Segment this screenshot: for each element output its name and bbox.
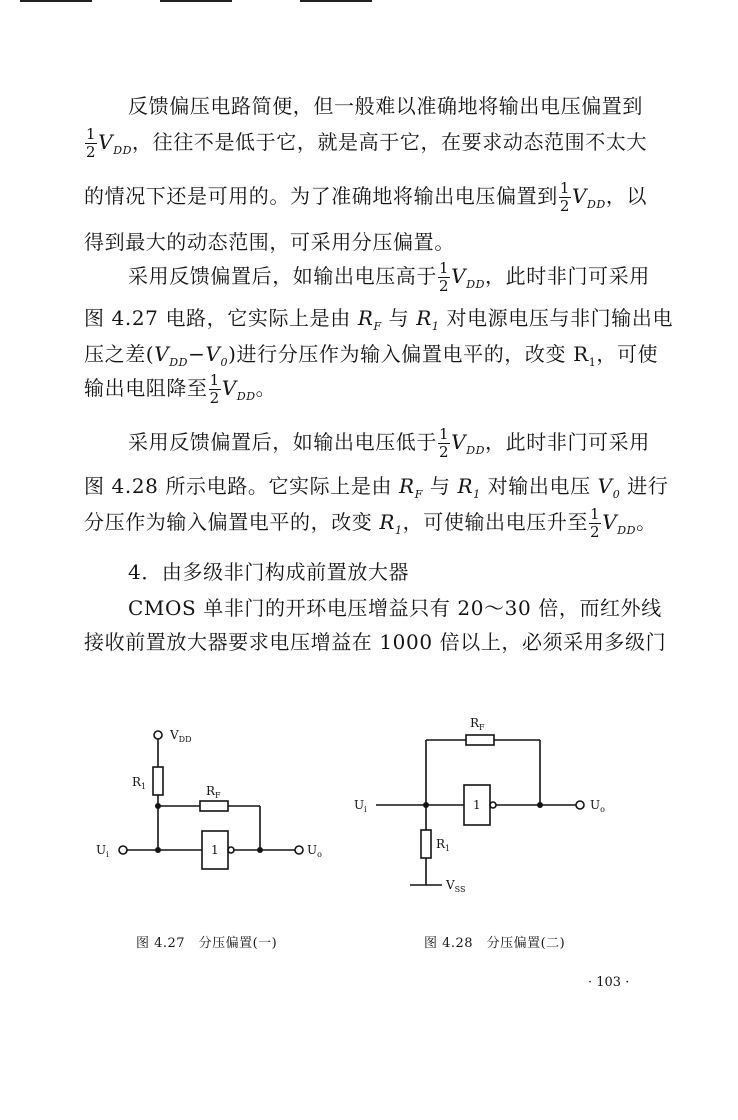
rf-symbol: $R_F$ [399,474,423,501]
figure-4-28-circuit [350,705,630,900]
vdd-symbol: $V_{DD}$ [451,264,486,291]
top-rule-left [20,0,92,2]
fraction-half: $\frac{1}{2}$ [559,179,570,215]
fraction-half: $\frac{1}{2}$ [590,505,601,541]
rf-resistor [200,801,228,811]
p4-line2: 接收前置放大器要求电压增益在 1000 倍以上，必须采用多级门 [84,630,667,654]
not-gate-bubble [228,847,234,853]
r1-symbol: $R_1$ [416,306,440,333]
v0-symbol: $V_0$ [597,474,621,501]
p4-line1: CMOS 单非门的开环电压增益只有 20～30 倍，而红外线 [128,596,662,620]
vdd-symbol: $V_{DD}$ [221,376,256,403]
p2-line1: 采用反馈偏置后，如输出电压高于 $\frac{1}{2}$ $V_{DD}$，此时非门可采用 [128,259,650,295]
output-terminal [576,801,584,809]
page-number: · 103 · [588,975,630,990]
p1-line4: 得到最大的动态范围，可采用分压偏置。 [84,230,455,254]
vdd-label: $V_{DD}$ [170,728,192,744]
vdd-symbol: $V_{DD}$ [98,130,133,157]
p2-line3: 压之差$(V_{DD}-V_0)$进行分压作为输入偏置电平的，改变 $R_1$，可使 [84,342,659,369]
vdd-symbol: $V_{DD}$ [571,184,606,211]
p1-line2: $\frac{1}{2}$ $V_{DD}$，往往不是低于它，就是高于它，在要求动态范围不太大 [86,125,648,161]
p3-line2: 图 4.28 所示电路。它实际上是由 $R_F$ 与 $R_1$ 对输出电压 $V_0$ 进行 [84,474,669,501]
rf-resistor [466,735,494,745]
output-label: $U_o$ [307,843,322,859]
gate-label: 1 [473,798,481,812]
output-label: $U_o$ [590,798,605,814]
top-rule-mid [160,0,232,2]
gate-label: 1 [211,843,219,857]
rf-label: $R_F$ [206,784,221,800]
p1-line3: 的情况下还是可用的。为了准确地将输出电压偏置到 $\frac{1}{2}$ $V_{DD}$，以 [84,179,648,215]
vss-label: $V_{SS}$ [446,878,466,894]
junction-dot [155,803,161,809]
r1-label: $R_1$ [132,775,147,791]
fraction-half: $\frac{1}{2}$ [439,425,450,461]
p2-line2: 图 4.27 电路，它实际上是由 $R_F$ 与 $R_1$ 对电源电压与非门输出电 [84,306,674,333]
top-rule-right [300,0,372,2]
fraction-half: $\frac{1}{2}$ [86,125,97,161]
p1-line1: 反馈偏压电路简便，但一般难以准确地将输出电压偏置到 [128,94,643,118]
vdd-symbol: $V_{DD}$ [602,510,637,537]
input-terminal [119,846,127,854]
r1-resistor [153,767,163,795]
input-label: $U_i$ [96,843,109,859]
junction-dot [155,847,161,853]
section-heading: 4．由多级非门构成前置放大器 [128,560,410,584]
fraction-half: $\frac{1}{2}$ [439,259,450,295]
r1-symbol: $R_1$ [457,474,481,501]
r1-resistor [421,830,431,858]
figure-4-27-circuit [90,715,350,895]
vdd-terminal [154,731,162,739]
p2-line4: 输出电阻降至 $\frac{1}{2}$ $V_{DD}$。 [84,371,277,407]
figure-4-27-caption: 图 4.27 分压偏置(一) [136,936,278,951]
vdd-symbol: $V_{DD}$ [451,430,486,457]
not-gate-bubble [490,802,496,808]
junction-dot [537,802,543,808]
vdd-symbol: $V_{DD}$ [154,342,189,369]
input-label: $U_i$ [354,798,367,814]
p3-line3: 分压作为输入偏置电平的，改变 $R_1$，可使输出电压升至 $\frac{1}{2}$ $V_{DD}$。 [84,505,657,541]
r1-symbol: $R_1$ [379,510,403,537]
fraction-half: $\frac{1}{2}$ [209,371,220,407]
v0-symbol: $V_0$ [205,342,229,369]
rf-label: $R_F$ [470,716,485,732]
junction-dot [257,847,263,853]
rf-symbol: $R_F$ [357,306,382,333]
r1-label: $R_1$ [436,837,451,853]
p3-line1: 采用反馈偏置后，如输出电压低于 $\frac{1}{2}$ $V_{DD}$，此时非门可采用 [128,425,650,461]
junction-dot [423,802,429,808]
output-terminal [295,846,303,854]
figure-4-28-caption: 图 4.28 分压偏置(二) [424,936,566,951]
